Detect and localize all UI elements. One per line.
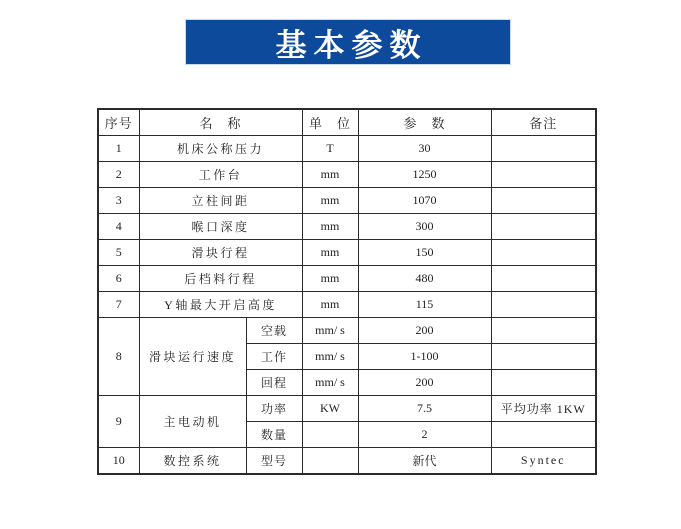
cell-param: 新代	[358, 448, 491, 475]
cell-unit: mm/ s	[302, 370, 358, 396]
table-row	[98, 266, 596, 292]
cell-param: 1-100	[358, 344, 491, 370]
cell-no: 7	[98, 292, 139, 318]
table-header-row	[98, 109, 596, 136]
cell-no: 4	[98, 214, 139, 240]
cell-param: 150	[358, 240, 491, 266]
table-row	[98, 162, 596, 188]
cell-unit: mm/ s	[302, 318, 358, 344]
cell-param: 7.5	[358, 396, 491, 422]
cell-name: 滑块运行速度	[139, 318, 246, 396]
cell-note	[491, 292, 596, 318]
cell-note	[491, 422, 596, 448]
cell-unit	[302, 422, 358, 448]
cell-name: 工作台	[139, 162, 302, 188]
cell-no: 10	[98, 448, 139, 475]
cell-param: 30	[358, 136, 491, 162]
cell-name: 机床公称压力	[139, 136, 302, 162]
cell-subname: 回程	[246, 370, 302, 396]
cell-unit	[302, 448, 358, 475]
cell-param: 115	[358, 292, 491, 318]
cell-param: 480	[358, 266, 491, 292]
cell-note	[491, 162, 596, 188]
cell-name: Y轴最大开启高度	[139, 292, 302, 318]
cell-unit: mm	[302, 214, 358, 240]
cell-param: 300	[358, 214, 491, 240]
cell-no: 1	[98, 136, 139, 162]
cell-name: 主电动机	[139, 396, 246, 448]
title-banner	[186, 20, 510, 64]
cell-note: 平均功率 1KW	[491, 396, 596, 422]
cell-unit: mm	[302, 292, 358, 318]
cell-unit: mm	[302, 240, 358, 266]
cell-no: 9	[98, 396, 139, 448]
cell-name: 数控系统	[139, 448, 246, 475]
cell-unit: mm/ s	[302, 344, 358, 370]
cell-no: 3	[98, 188, 139, 214]
header-cell-unit: 单 位	[302, 109, 358, 136]
cell-note	[491, 370, 596, 396]
cell-param: 1250	[358, 162, 491, 188]
table-row	[98, 240, 596, 266]
cell-unit: mm	[302, 266, 358, 292]
cell-subname: 工作	[246, 344, 302, 370]
cell-unit: mm	[302, 188, 358, 214]
table-row	[98, 396, 596, 422]
cell-note: Syntec	[491, 448, 596, 475]
cell-no: 8	[98, 318, 139, 396]
cell-param: 200	[358, 370, 491, 396]
header-cell-note: 备注	[491, 109, 596, 136]
table-row	[98, 188, 596, 214]
cell-unit: T	[302, 136, 358, 162]
cell-name: 立柱间距	[139, 188, 302, 214]
table-row	[98, 448, 596, 475]
cell-no: 5	[98, 240, 139, 266]
cell-subname: 型号	[246, 448, 302, 475]
cell-param: 1070	[358, 188, 491, 214]
cell-no: 2	[98, 162, 139, 188]
cell-subname: 空载	[246, 318, 302, 344]
header-cell-name: 名 称	[139, 109, 302, 136]
page-title: 基本参数	[275, 27, 428, 63]
cell-note	[491, 188, 596, 214]
cell-no: 6	[98, 266, 139, 292]
table-row	[98, 292, 596, 318]
parameters-table	[97, 108, 597, 475]
cell-name: 喉口深度	[139, 214, 302, 240]
cell-param: 200	[358, 318, 491, 344]
cell-note	[491, 266, 596, 292]
table-row	[98, 214, 596, 240]
table-row	[98, 318, 596, 344]
header-cell-param: 参 数	[358, 109, 491, 136]
cell-name: 滑块行程	[139, 240, 302, 266]
cell-note	[491, 214, 596, 240]
cell-name: 后档料行程	[139, 266, 302, 292]
cell-subname: 数量	[246, 422, 302, 448]
cell-param: 2	[358, 422, 491, 448]
table-row	[98, 136, 596, 162]
cell-unit: KW	[302, 396, 358, 422]
cell-note	[491, 240, 596, 266]
cell-note	[491, 136, 596, 162]
cell-note	[491, 318, 596, 344]
header-cell-no: 序号	[98, 109, 139, 136]
cell-subname: 功率	[246, 396, 302, 422]
cell-unit: mm	[302, 162, 358, 188]
cell-note	[491, 344, 596, 370]
